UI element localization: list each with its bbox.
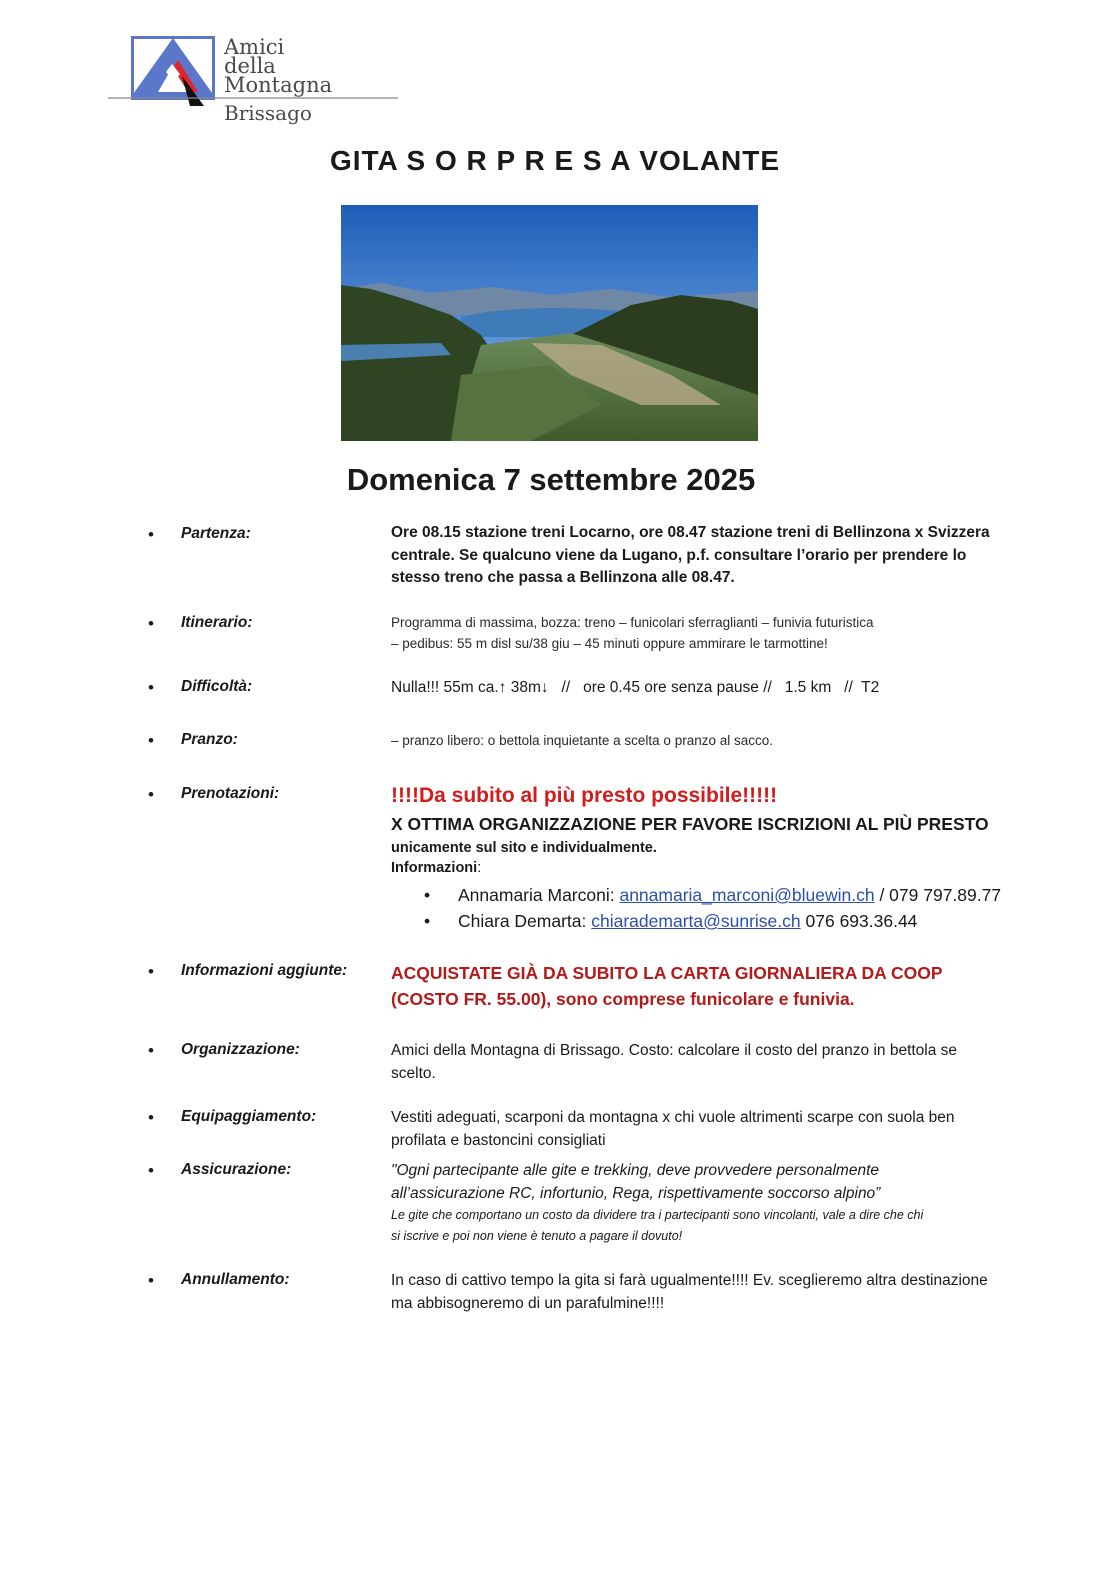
logo-line-3: Montagna: [224, 73, 333, 97]
pranzo-text: – pranzo libero: o bettola inquietante a scelta o pranzo al sacco.: [391, 733, 773, 748]
bullet: •: [424, 911, 431, 931]
annullamento-label: Annullamento:: [181, 1271, 290, 1288]
bullet: •: [148, 1108, 154, 1127]
equipaggiamento-line: Vestiti adeguati, scarponi da montagna x chi vuole altrimenti scarpe con suola ben: [391, 1109, 955, 1126]
partenza-line: Ore 08.15 stazione treni Locarno, ore 08.47 stazione treni di Bellinzona x Svizzera: [391, 524, 990, 541]
partenza-line: stesso treno che passa a Bellinzona alle 08.47.: [391, 569, 735, 586]
informazioni-colon: :: [477, 860, 482, 876]
assicurazione-label: Assicurazione:: [181, 1161, 292, 1178]
itinerario-line: – pedibus: 55 m disl su/38 giu – 45 minuti oppure ammirare le tarmottine!: [391, 636, 828, 651]
difficolta-label: Difficoltà:: [181, 678, 253, 695]
organizzazione-line: scelto.: [391, 1064, 436, 1082]
prenotazioni-line: unicamente sul sito e individualmente.: [391, 840, 657, 856]
partenza-line: centrale. Se qualcuno viene da Lugano, p.f. consultare l’orario per prendere lo: [391, 546, 967, 564]
informazioni-label: Informazioni: [391, 860, 478, 876]
prenotazioni-label: Prenotazioni:: [181, 785, 280, 802]
itinerario-line: Programma di massima, bozza: treno – funicolari sferraglianti – funivia futuristica: [391, 615, 874, 630]
informazioni-aggiunte-line: (COSTO FR. 55.00), sono comprese funicolare e funivia.: [391, 989, 855, 1009]
contact-name: Chiara Demarta:: [458, 911, 592, 931]
bullet: •: [148, 1041, 154, 1060]
bullet: •: [148, 678, 154, 697]
page-title: GITA S O R P R E S A VOLANTE: [329, 145, 781, 176]
prenotazioni-headline: !!!!Da subito al più presto possibile!!!!!: [391, 784, 778, 807]
logo-wordmark: [224, 35, 333, 125]
bullet: •: [148, 1271, 154, 1290]
informazioni-aggiunte-label: Informazioni aggiunte:: [181, 962, 348, 979]
contact-email-link[interactable]: annamaria_marconi@bluewin.ch: [619, 885, 875, 905]
logo-line-1: Amici: [224, 35, 285, 59]
assicurazione-note-line: Le gite che comportano un costo da dividere tra i partecipanti sono vincolanti, vale a dire che chi: [391, 1208, 924, 1222]
contact-email-link[interactable]: chiarademarta@sunrise.ch: [591, 911, 801, 931]
bullet: •: [424, 885, 431, 905]
annullamento-line: In caso di cattivo tempo la gita si farà ugualmente!!!! Ev. sceglieremo altra destinazione: [391, 1272, 988, 1289]
bullet: •: [148, 614, 154, 633]
bullet: •: [148, 785, 154, 804]
itinerario-label: Itinerario:: [181, 614, 253, 631]
organizzazione-line: Amici della Montagna di Brissago. Costo: calcolare il costo del pranzo in bettola se: [391, 1042, 958, 1059]
partenza-label: Partenza:: [181, 525, 251, 542]
event-date: Domenica 7 settembre 2025: [346, 462, 756, 497]
logo-line-2: della: [224, 54, 276, 78]
annullamento-line: ma abbisogneremo di un parafulmine!!!!: [391, 1294, 665, 1312]
contact-phone: / 079 797.89.77: [874, 885, 1002, 905]
mountain-lake-photo: [341, 205, 758, 441]
bullet: •: [148, 1161, 154, 1180]
assicurazione-line: "Ogni partecipante alle gite e trekking, deve provvedere personalmente: [391, 1162, 880, 1179]
contact-list: [391, 882, 1061, 934]
bullet: •: [148, 731, 154, 750]
club-logo: [106, 34, 406, 129]
difficolta-text: Nulla!!! 55m ca.↑ 38m↓ // ore 0.45 ore senza pause // 1.5 km // T2: [391, 679, 880, 696]
pranzo-label: Pranzo:: [181, 731, 238, 748]
organizzazione-label: Organizzazione:: [181, 1041, 300, 1058]
bullet: •: [148, 962, 154, 981]
list-item: [391, 882, 1061, 908]
assicurazione-note-line: si iscrive e poi non viene è tenuto a pagare il dovuto!: [391, 1229, 683, 1243]
contact-name: Annamaria Marconi:: [458, 885, 620, 905]
contact-phone: 076 693.36.44: [800, 911, 918, 931]
bullet: •: [148, 525, 154, 544]
assicurazione-line: all’assicurazione RC, infortunio, Rega, rispettivamente soccorso alpino”: [391, 1184, 881, 1202]
equipaggiamento-line: profilata e bastoncini consigliati: [391, 1131, 606, 1149]
equipaggiamento-label: Equipaggiamento:: [181, 1108, 317, 1125]
prenotazioni-line: X OTTIMA ORGANIZZAZIONE PER FAVORE ISCRIZIONI AL PIÙ PRESTO: [391, 814, 989, 834]
logo-line-4: Brissago: [224, 101, 312, 125]
list-item: [391, 908, 1061, 934]
informazioni-aggiunte-line: ACQUISTATE GIÀ DA SUBITO LA CARTA GIORNALIERA DA COOP: [391, 963, 943, 983]
